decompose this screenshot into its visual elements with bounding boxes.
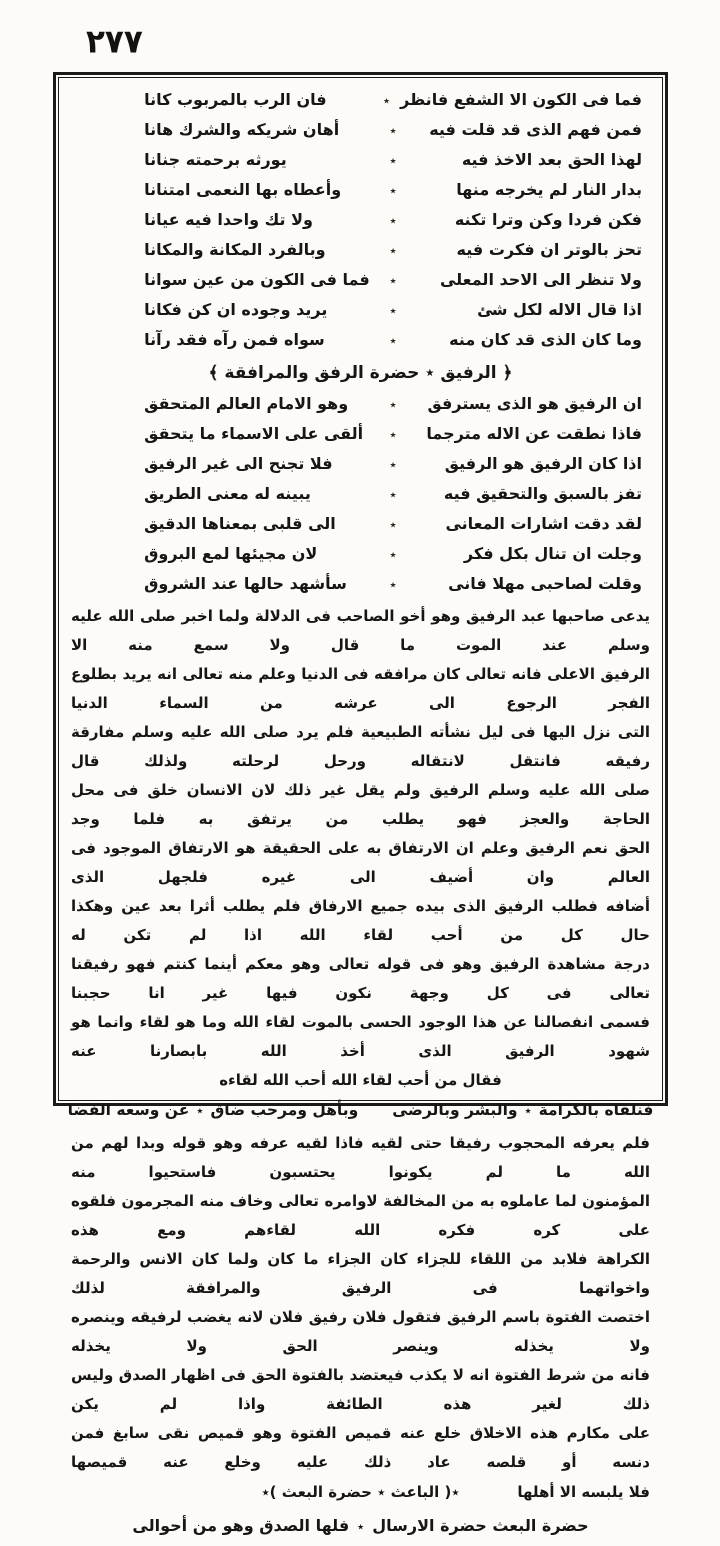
verse-separator-star: ٭	[389, 334, 397, 349]
poem-verse	[144, 450, 642, 480]
verse-hemistich-right: تفز بالسبق والتحقيق فيه	[443, 484, 642, 503]
poem-verse	[144, 420, 642, 450]
poem-verse	[144, 146, 642, 176]
verse-separator-star: ٭	[357, 1520, 365, 1535]
prose-line: يدعى صاحبها عبد الرفيق وهو أخو الصاحب فى الدلالة ولما اخبر صلى الله عليه وسلم عند الموت ما قال ولا سمع منه الا	[71, 607, 650, 654]
verse-hemistich-right: ان الرفيق هو الذى يسترفق	[427, 394, 642, 413]
verse-text: فنلقاه بالكرامة	[538, 1101, 654, 1119]
poem-verse	[144, 540, 642, 570]
verse-separator-star: ٭	[389, 578, 397, 593]
poem-verse	[144, 326, 642, 356]
poem-verse	[144, 510, 642, 540]
verse-text: والبشر وبالرضى	[392, 1101, 518, 1119]
poem-verse	[144, 86, 642, 116]
section-heading-baith: ٭( الباعث ٭ حضرة البعث )٭	[261, 1483, 460, 1501]
prose-line: على مكارم هذه الاخلاق خلع عنه قميص الفتوة وهو قميص نقى سابغ فمن دنسه أو قلصه عاد ذلك عليه وخلع عنه قميصها	[71, 1424, 650, 1471]
prose-line: فانه من شرط الفتوة انه لا يكذب فيعتضد بالفتوة الحق فى اظهار الصدق وليس ذلك لغير هذه الطائفة واذا لم يكن	[71, 1366, 650, 1413]
verse-hemistich-right: حضرة البعث حضرة الارسال	[372, 1516, 589, 1535]
page-number: ٢٧٧	[86, 23, 143, 61]
prose-tail: فلا يلبسه الا أهلها	[517, 1483, 650, 1501]
verse-hemistich-left: سأشهد حالها عند الشروق	[144, 574, 347, 593]
verse-hemistich-left: وأعطاه بها النعمى امتنانا	[144, 180, 342, 199]
verse-hemistich-left: فلها الصدق وهو من أحوالى	[132, 1516, 350, 1535]
verse-separator-star: ٭	[389, 428, 397, 443]
verse-separator-star: ٭	[389, 488, 397, 503]
verse-hemistich-left: فلا تجنح الى غير الرفيق	[144, 454, 333, 473]
prose-line: المؤمنون لما عاملوه به من المخالفة لاوامره تعالى وخاف منه المجرمون فلقوه على كره فكره الله لقاءهم ومع هذه	[71, 1192, 650, 1239]
verse-hemistich-left: يورثه برحمته جنانا	[144, 150, 287, 169]
prose-line: الكراهة فلابد من اللقاء للجزاء كان الجزاء ما كان ولما كان الانس والرحمة واخواتهما فى الرفيق والمرافقة لذلك	[71, 1250, 650, 1297]
interlude-hemistich-left	[68, 1095, 359, 1127]
verse-separator-star: ٭	[383, 94, 391, 109]
prose-line: الحق نعم الرفيق وعلم ان الارتفاق به على الحقيقة هو الارتفاق الموجود فى العالم وان أضيف الى غيره فلجهل الذى	[71, 839, 650, 886]
poem-verse	[144, 570, 642, 600]
verse-hemistich-left: لان مجيئها لمع البروق	[144, 544, 318, 563]
verse-hemistich-left: وهو الامام العالم المتحقق	[144, 394, 349, 413]
verse-hemistich-right: وما كان الذى قد كان منه	[449, 330, 642, 349]
section-heading-rafiq: ﴿ الرفيق ٭ حضرة الرفق والمرافقة ﴾	[208, 363, 513, 383]
verse-separator-star: ٭	[524, 1104, 532, 1119]
poem-verse	[144, 296, 642, 326]
verse-hemistich-right: فمن فهم الذى قد قلت فيه	[429, 120, 642, 139]
prose-line: اختصت الفتوة باسم الرفيق فتقول فلان رفيق فلان لانه يغضب لرفيقه وينصره ولا يخذله وينصر الحق ولا يخذله	[71, 1308, 650, 1355]
verse-separator-star: ٭	[389, 458, 397, 473]
verse-separator-star: ٭	[389, 124, 397, 139]
verse-hemistich-right: لقد دقت اشارات المعانى	[445, 514, 642, 533]
verse-hemistich-right: بدار النار لم يخرجه منها	[456, 180, 642, 199]
verse-separator-star: ٭	[389, 154, 397, 169]
verse-separator-star: ٭	[389, 398, 397, 413]
prose-line: درجة مشاهدة الرفيق وهو فى قوله تعالى وهو معكم أينما كنتم فهو رفيقنا تعالى فى كل وجهة نكون فيها غير انا حجبنا	[71, 955, 650, 1002]
poem-verse	[144, 266, 642, 296]
interlude-hemistich-right	[392, 1095, 653, 1127]
verse-hemistich-left: ولا تك واحدا فيه عيانا	[144, 210, 313, 229]
prose-paragraph-rafiq	[71, 602, 650, 1095]
verse-hemistich-left: ألقى على الاسماء ما يتحقق	[144, 424, 364, 443]
verse-separator-star: ٭	[389, 214, 397, 229]
interlude-verse	[67, 1095, 654, 1127]
verse-hemistich-right: فكن فردا وكن وترا تكنه	[454, 210, 642, 229]
section-transition-row	[71, 1477, 650, 1508]
verse-hemistich-right: ولا تنظر الى الاحد المعلى	[439, 270, 642, 289]
prose-line: التى نزل اليها فى ليل نشأته الطبيعية فلم يرد صلى الله عليه وسلم مفارقة رفيقه فانتقل لانتقاله ورحل لرحلته ولذلك قال	[71, 723, 650, 770]
prose-line: صلى الله عليه وسلم الرفيق ولم يقل غير ذلك لان الانسان خلق فى محل الحاجة والعجز فهو يطلب من يرتفق به فلما وجد	[71, 781, 650, 828]
verse-hemistich-left: فما فى الكون من عين سوانا	[144, 270, 370, 289]
baith-opening-verse	[71, 1508, 650, 1546]
poem-tawhid	[144, 86, 642, 356]
poem-verse	[144, 206, 642, 236]
poem-verse	[144, 176, 642, 206]
verse-hemistich-right: اذا كان الرفيق هو الرفيق	[444, 454, 642, 473]
verse-hemistich-right: تحز بالوتر ان فكرت فيه	[456, 240, 642, 259]
verse-text: عن وسعه الفضا	[67, 1101, 190, 1119]
verse-hemistich-right: اذا قال الاله لكل شئ	[477, 300, 642, 319]
verse-hemistich-left: يريد وجوده ان كن فكانا	[144, 300, 328, 319]
verse-separator-star: ٭	[389, 244, 397, 259]
verse-hemistich-left: فان الرب بالمربوب كانا	[144, 90, 327, 109]
prose-line: الرفيق الاعلى فانه تعالى كان مرافقه فى الدنيا وعلم منه تعالى انه يريد بطلوع الفجر الرجوع الى عرشه من السماء الدنيا	[71, 665, 650, 712]
verse-hemistich-left: سواه فمن رآه فقد رآنا	[144, 330, 325, 349]
verse-separator-star: ٭	[389, 274, 397, 289]
verse-hemistich-right: فما فى الكون الا الشفع فانظر	[400, 90, 642, 109]
prose-line: فلم يعرفه المحجوب رفيقا حتى لقيه فاذا لقيه عرفه وهو قوله وبدا لهم من الله ما لم يكونوا يحتسبون فاستحيوا منه	[71, 1134, 650, 1181]
verse-separator-star: ٭	[196, 1104, 204, 1119]
prose-line: أضافه فطلب الرفيق الذى بيده جميع الارفاق فلم يطلب أثرا بعد عين وهكذا حال كل من أحب لقاء الله اذا لم تكن له	[71, 897, 650, 944]
verse-hemistich-right: وقلت لصاحبى مهلا فانى	[448, 574, 642, 593]
verse-separator-star: ٭	[389, 548, 397, 563]
verse-text: وبأهل ومرحب ضاق	[210, 1101, 359, 1119]
prose-closing-line: فقال من أحب لقاء الله أحب الله لقاءه	[219, 1071, 502, 1089]
verse-hemistich-left: أهان شريكه والشرك هانا	[144, 120, 340, 139]
verse-hemistich-left: الى قلبى بمعناها الدقيق	[144, 514, 336, 533]
verse-separator-star: ٭	[389, 184, 397, 199]
page-border-frame	[53, 72, 668, 1535]
text-frame	[58, 77, 663, 1535]
poem-verse	[144, 236, 642, 266]
verse-separator-star: ٭	[389, 304, 397, 319]
poem-verse	[144, 390, 642, 420]
poem-verse	[144, 480, 642, 510]
verse-separator-star: ٭	[389, 518, 397, 533]
poem-rafiq	[144, 390, 642, 600]
verse-hemistich-left: وبالفرد المكانة والمكانا	[144, 240, 326, 259]
prose-paragraph-futuwwa	[71, 1129, 650, 1477]
verse-hemistich-right: وجلت ان تنال بكل فكر	[463, 544, 642, 563]
verse-hemistich-right: فاذا نطقت عن الاله مترجما	[426, 424, 642, 443]
verse-hemistich-right: لهذا الحق بعد الاخذ فيه	[461, 150, 642, 169]
poem-verse	[144, 116, 642, 146]
verse-hemistich-left: يبينه له معنى الطريق	[144, 484, 311, 503]
prose-line: فسمى انفصالنا عن هذا الوجود الحسى بالموت لقاء الله وما هو لقاء وانما هو شهود الرفيق الذى أخذ الله بابصارنا عنه	[71, 1013, 650, 1060]
